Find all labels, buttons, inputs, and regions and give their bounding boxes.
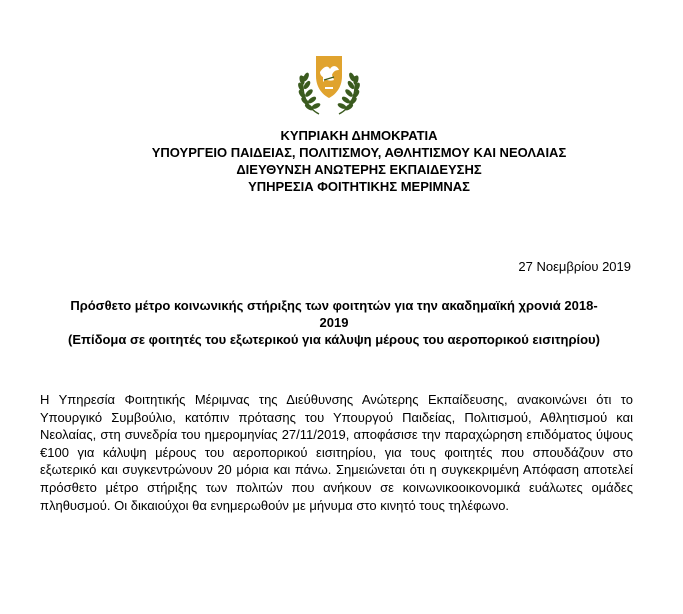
- document-subject: [34, 297, 634, 348]
- letterhead-ministry: ΥΠΟΥΡΓΕΙΟ ΠΑΙΔΕΙΑΣ, ΠΟΛΙΤΙΣΜΟΥ, ΑΘΛΗΤΙΣΜΟΥ ΚΑΙ ΝΕΟΛΑΙΑΣ: [151, 145, 567, 160]
- letterhead-service: ΥΠΗΡΕΣΙΑ ΦΟΙΤΗΤΙΚΗΣ ΜΕΡΙΜΝΑΣ: [248, 179, 470, 194]
- letterhead: [0, 127, 683, 195]
- subject-title-line1: Πρόσθετο μέτρο κοινωνικής στήριξης των φοιτητών για την ακαδημαϊκή χρονιά 2018-: [70, 298, 598, 313]
- subject-title-line2: 2019: [319, 315, 349, 330]
- cyprus-coat-of-arms-icon: [297, 50, 361, 120]
- subject-subtitle: (Επίδομα σε φοιτητές του εξωτερικού για κάλυψη μέρους του αεροπορικού εισιτηρίου): [68, 332, 600, 347]
- document-date: 27 Νοεμβρίου 2019: [518, 259, 631, 274]
- letterhead-directorate: ΔΙΕΥΘΥΝΣΗ ΑΝΩΤΕΡΗΣ ΕΚΠΑΙΔΕΥΣΗΣ: [236, 162, 482, 177]
- letterhead-country: ΚΥΠΡΙΑΚΗ ΔΗΜΟΚΡΑΤΙΑ: [280, 128, 438, 143]
- announcement-body: Η Υπηρεσία Φοιτητικής Μέριμνας της Διεύθυνσης Ανώτερης Εκπαίδευσης, ανακοινώνει ότι το Υπουργικό Συμβούλιο, κατόπιν πρότασης του Υπουργού Παιδείας, Πολιτισμού, Αθλητισμού και Νεολαίας, στη συνεδρία του ημερομηνίας 27/11/2019, αποφάσισε την παραχώρηση επιδόματος ύψους €100 για κάλυψη μέρους του αεροπορικού εισιτηρίου, για τους φοιτητές που σπουδάζουν στο εξωτερικό και συγκεντρώνουν 20 μόρια και πάνω. Σημειώνεται ότι η συγκεκριμένη Απόφαση αποτελεί πρόσθετο μέτρο στήριξης των πολιτών που ανήκουν σε κοινωνικοοικονομικά ευάλωτες ομάδες πληθυσμού. Οι δικαιούχοι θα ενημερωθούν με μήνυμα στο κινητό τους τηλέφωνο.: [40, 392, 633, 513]
